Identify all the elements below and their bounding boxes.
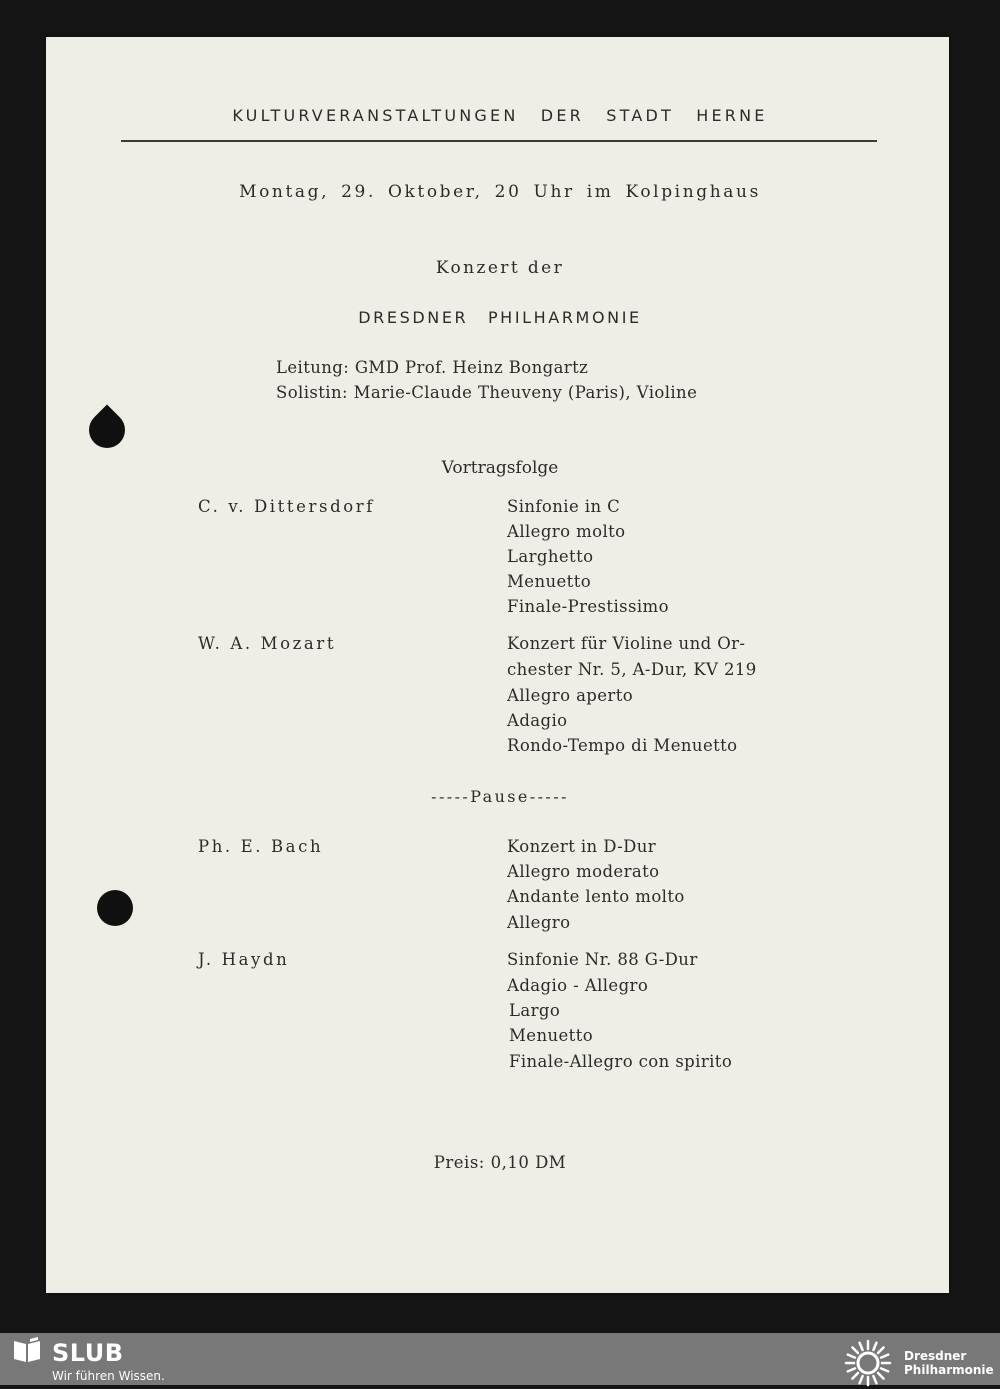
section-title: Vortragsfolge xyxy=(441,458,559,478)
work-line: Sinfonie Nr. 88 G-Dur xyxy=(507,950,698,969)
work-line: Allegro aperto xyxy=(507,686,634,705)
philharmonie-logo-icon xyxy=(842,1337,894,1389)
work-line: Rondo-Tempo di Menuetto xyxy=(507,736,738,755)
footer-bar xyxy=(0,1333,1000,1385)
work-line: Finale-Allegro con spirito xyxy=(509,1052,733,1071)
work-line: Konzert für Violine und Or- xyxy=(507,634,746,653)
program-sheet xyxy=(46,37,949,1293)
work-line: Andante lento molto xyxy=(507,887,685,906)
concert-intro: Konzert der xyxy=(435,258,565,278)
header-rule xyxy=(121,140,877,142)
work-line: Larghetto xyxy=(507,547,594,566)
slub-logo-text: SLUB xyxy=(52,1339,124,1367)
work-line: Menuetto xyxy=(507,572,592,591)
work-line: Sinfonie in C xyxy=(507,497,621,516)
book-icon xyxy=(12,1337,42,1363)
work-line: Allegro moderato xyxy=(507,862,660,881)
ensemble-name: DRESDNER PHILHARMONIE xyxy=(358,308,642,327)
work-line: Adagio - Allegro xyxy=(507,976,649,995)
date-line: Montag, 29. Oktober, 20 Uhr im Kolpinghaus xyxy=(239,182,761,202)
work-line: Largo xyxy=(509,1001,561,1020)
conductor-line: Leitung: GMD Prof. Heinz Bongartz xyxy=(276,358,589,377)
header-title: KULTURVERANSTALTUNGEN DER STADT HERNE xyxy=(232,106,768,125)
work-line: Allegro molto xyxy=(507,522,626,541)
soloist-line: Solistin: Marie-Claude Theuveny (Paris), Violine xyxy=(276,383,698,402)
punch-hole xyxy=(97,890,133,926)
pause-divider: -----Pause----- xyxy=(431,787,569,806)
composer-name: J. Haydn xyxy=(198,950,290,969)
slub-tagline: Wir führen Wissen. xyxy=(52,1369,165,1383)
composer-name: W. A. Mozart xyxy=(198,634,337,653)
work-line: Allegro xyxy=(507,913,571,932)
composer-name: C. v. Dittersdorf xyxy=(198,497,375,516)
work-line: Finale-Prestissimo xyxy=(507,597,669,616)
work-line: Konzert in D-Dur xyxy=(507,837,657,856)
work-line: chester Nr. 5, A-Dur, KV 219 xyxy=(507,660,757,679)
composer-name: Ph. E. Bach xyxy=(198,837,324,856)
price-line: Preis: 0,10 DM xyxy=(433,1153,567,1172)
work-line: Menuetto xyxy=(509,1026,594,1045)
philharmonie-logo-text: Dresdner Philharmonie xyxy=(904,1349,994,1377)
work-line: Adagio xyxy=(507,711,568,730)
